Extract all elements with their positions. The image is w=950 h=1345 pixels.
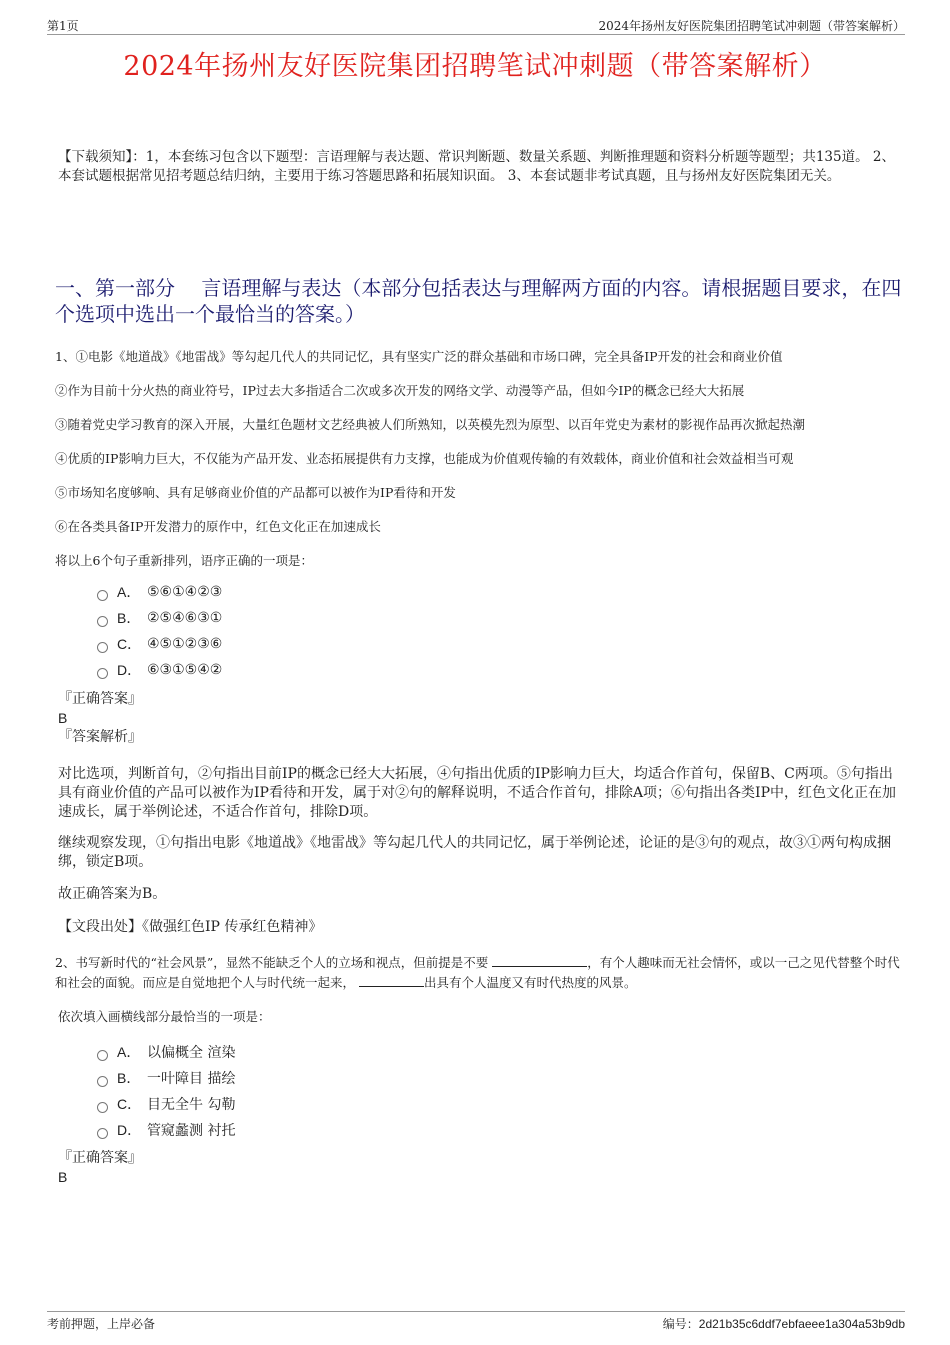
code-label: 编号： (662, 1317, 699, 1331)
conclusion: 故正确答案为B。 (58, 886, 167, 902)
radio-icon[interactable] (97, 642, 108, 653)
option-d[interactable] (97, 1117, 397, 1143)
question-1-options (97, 579, 397, 683)
page-number: 第1页 (47, 19, 79, 33)
answer-label: 『正确答案』 (58, 691, 142, 707)
option-letter: A． (117, 584, 141, 600)
option-letter: D． (117, 662, 142, 678)
option-text: ④⑤①②③⑥ (147, 636, 223, 652)
question-1-line: ⑤市场知名度够响、具有足够商业价值的产品都可以被作为IP看待和开发 (55, 485, 456, 500)
question-2-text: ，有个人趣味而无社会情怀，或以一己之见代替整个时代和社会的面貌。而应是自觉地把个人与时代统一起来， (55, 955, 900, 990)
option-text: ②⑤④⑥③① (147, 610, 223, 626)
source: 【文段出处】《做强红色IP 传承红色精神》 (58, 919, 323, 935)
answer-label: 『正确答案』 (58, 1150, 142, 1166)
analysis-label: 『答案解析』 (58, 729, 142, 745)
page-header (47, 14, 905, 35)
radio-icon[interactable] (97, 590, 108, 601)
option-text: 以偏概全 渲染 (147, 1045, 236, 1061)
question-1-answer (58, 690, 142, 747)
option-text: ⑤⑥①④②③ (147, 584, 223, 600)
question-2 (55, 953, 905, 993)
radio-icon[interactable] (97, 1128, 108, 1139)
option-text: ⑥③①⑤④② (147, 662, 223, 678)
question-1-line: ③随着党史学习教育的深入开展，大量红色题材文艺经典被人们所熟知，以英模先烈为原型、以百年党史为素材的影视作品再次掀起热潮 (55, 417, 806, 432)
fill-blank (359, 973, 424, 987)
question-1-line: ②作为目前十分火热的商业符号，IP过去大多指适合二次或多次开发的网络文学、动漫等产品，但如今IP的概念已经大大拓展 (55, 383, 745, 398)
option-d[interactable] (97, 657, 397, 683)
radio-icon[interactable] (97, 668, 108, 679)
analysis-paragraph: 继续观察发现，①句指出电影《地道战》《地雷战》等勾起几代人的共同记忆，属于举例论述，论证的是③句的观点，故③①两句构成捆绑，锁定B项。 (58, 835, 891, 870)
question-1-line: 1、①电影《地道战》《地雷战》等勾起几代人的共同记忆，具有坚实广泛的群众基础和市场口碑，完全具备IP开发的社会和商业价值 (55, 349, 783, 364)
question-1-line: ⑥在各类具备IP开发潜力的原作中，红色文化正在加速成长 (55, 519, 381, 534)
radio-icon[interactable] (97, 1050, 108, 1061)
answer-value: B (58, 710, 68, 726)
option-letter: D． (117, 1122, 142, 1138)
question-1-prompt: 将以上6个句子重新排列，语序正确的一项是： (55, 553, 313, 568)
option-a[interactable] (97, 579, 397, 605)
download-notice: 【下载须知】：1，本套练习包含以下题型：言语理解与表达题、常识判断题、数量关系题、判断推理题和资料分析题等题型；共135道。 2、本套试题根据常见招考题总结归纳，主要用于练习答题思路和拓展知识面。 3、本套试题非考试真题，且与扬州友好医院集团无关。 (58, 149, 895, 184)
question-1-line: ④优质的IP影响力巨大，不仅能为产品开发、业态拓展提供有力支撑，也能成为价值观传输的有效载体，商业价值和社会效益相当可观 (55, 451, 794, 466)
fill-blank (492, 953, 587, 967)
radio-icon[interactable] (97, 616, 108, 627)
option-b[interactable] (97, 1065, 397, 1091)
footer-slogan: 考前押题，上岸必备 (47, 1317, 156, 1331)
option-a[interactable] (97, 1039, 397, 1065)
answer-value: B (58, 1169, 68, 1185)
header-doc-title: 2024年扬州友好医院集团招聘笔试冲刺题（带答案解析） (598, 19, 905, 33)
question-2-options (97, 1039, 397, 1143)
option-letter: A． (117, 1044, 141, 1060)
page-title: 2024年扬州友好医院集团招聘笔试冲刺题（带答案解析） (123, 51, 827, 82)
analysis-paragraph: 对比选项，判断首句，②句指出目前IP的概念已经大大拓展，④句指出优质的IP影响力巨大，均适合作首句，保留B、C两项。⑤句指出具有商业价值的产品可以被作为IP看待和开发，属于对②句的解释说明，不适合作首句，排除A项；⑥句指出各类IP中，红色文化正在加速成长，属于举例论述，不适合作首句，排除D项。 (58, 766, 897, 820)
question-2-text: 2、书写新时代的“社会风景”，显然不能缺乏个人的立场和视点，但前提是不要 (55, 955, 489, 970)
question-1 (55, 347, 905, 569)
option-b[interactable] (97, 605, 397, 631)
option-text: 一叶障目 描绘 (147, 1071, 236, 1087)
page-footer (47, 1311, 905, 1331)
option-letter: B． (117, 1070, 141, 1086)
option-letter: B． (117, 610, 141, 626)
code-value: 2d21b35c6ddf7ebfaeee1a304a53b9db (698, 1317, 905, 1331)
radio-icon[interactable] (97, 1076, 108, 1087)
option-letter: C． (117, 1096, 142, 1112)
question-2-text: 出具有个人温度又有时代热度的风景。 (424, 975, 637, 990)
question-2-prompt: 依次填入画横线部分最恰当的一项是： (58, 1009, 271, 1024)
section-heading: 一、第一部分 言语理解与表达（本部分包括表达与理解两方面的内容。请根据题目要求，在四个选项中选出一个最恰当的答案。） (55, 276, 902, 326)
radio-icon[interactable] (97, 1102, 108, 1113)
option-c[interactable] (97, 1091, 397, 1117)
option-letter: C． (117, 636, 142, 652)
option-text: 目无全牛 勾勒 (147, 1097, 236, 1113)
question-2-answer (58, 1149, 142, 1187)
option-text: 管窥蠡测 衬托 (147, 1123, 236, 1139)
option-c[interactable] (97, 631, 397, 657)
footer-code (663, 1315, 905, 1332)
